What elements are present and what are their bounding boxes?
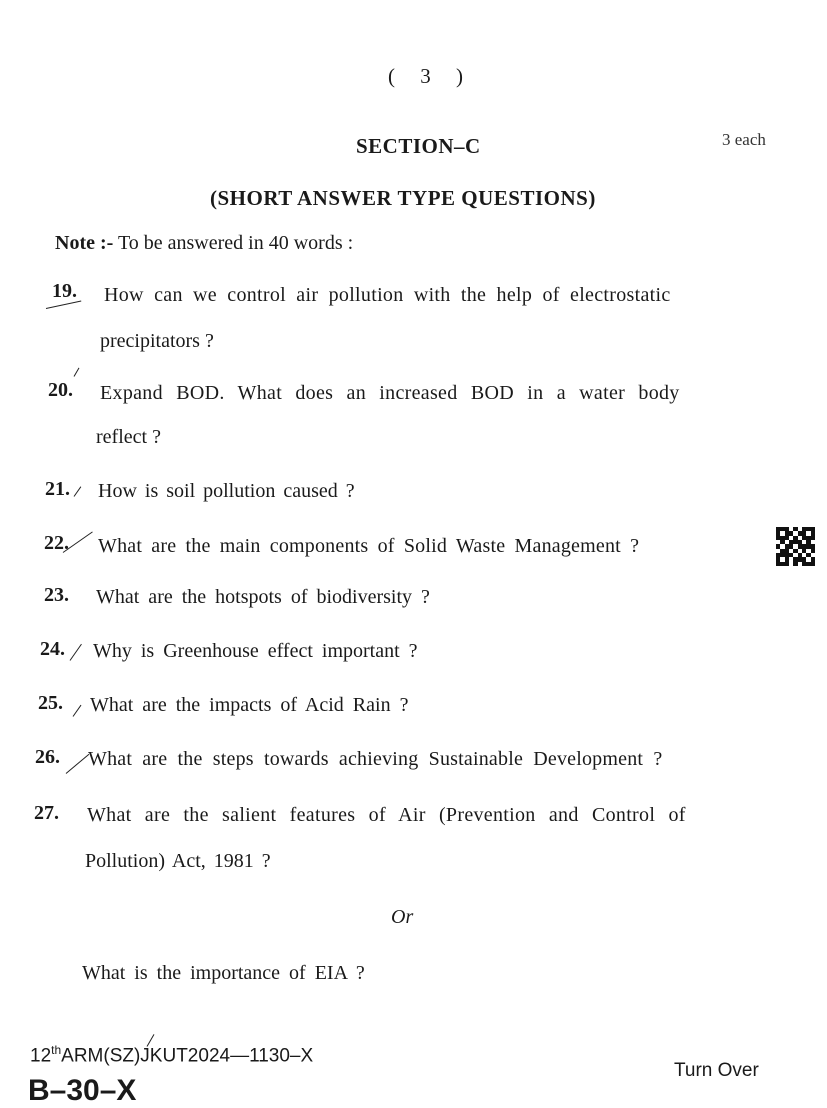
question-text: What are the steps towards achieving Sustainable Development ? [88, 748, 663, 770]
alternative-question: What is the importance of EIA ? [82, 962, 365, 984]
question-number: 25. [38, 692, 63, 714]
question-text-continued: Pollution) Act, 1981 ? [85, 850, 271, 872]
note-line [55, 232, 353, 255]
question-number: 23. [44, 584, 69, 606]
question-text: How can we control air pollution with the help of electrostatic [104, 284, 671, 306]
footer-code-line2: B–30–X [28, 1074, 137, 1107]
section-title: SECTION–C [356, 134, 481, 158]
tick-mark [66, 754, 90, 774]
question-text-continued: precipitators ? [100, 330, 214, 352]
tick-mark [70, 644, 82, 661]
note-label: Note :- [55, 232, 114, 254]
tick-mark [73, 705, 82, 717]
footer-code-sup: th [51, 1043, 62, 1057]
tick-mark [74, 368, 80, 377]
question-number: 22. [44, 532, 69, 554]
question-text: What are the salient features of Air (Prevention and Control of [87, 804, 686, 826]
turn-over-label: Turn Over [674, 1060, 759, 1081]
question-number: 19. [52, 280, 77, 302]
or-separator: Or [391, 906, 414, 928]
section-subtitle: (SHORT ANSWER TYPE QUESTIONS) [210, 186, 596, 210]
question-text: Why is Greenhouse effect important ? [93, 640, 418, 662]
question-number: 26. [35, 746, 60, 768]
question-text-continued: reflect ? [96, 426, 161, 448]
marks-note: 3 each [722, 130, 766, 149]
qr-code [776, 527, 815, 566]
question-text: What are the hotspots of biodiversity ? [96, 586, 430, 608]
question-number: 27. [34, 802, 59, 824]
question-text: How is soil pollution caused ? [98, 480, 355, 502]
question-number: 24. [40, 638, 65, 660]
question-text: What are the main components of Solid Waste Management ? [98, 535, 640, 557]
footer-code [30, 1043, 313, 1067]
question-text: Expand BOD. What does an increased BOD in a water body [100, 382, 680, 404]
page-number: ( 3 ) [388, 64, 473, 88]
footer-code-rest: ARM(SZ)JKUT2024—1130–X [61, 1045, 314, 1067]
question-text: What are the impacts of Acid Rain ? [90, 694, 409, 716]
tick-mark [74, 486, 82, 496]
note-text: To be answered in 40 words : [117, 232, 354, 254]
question-number: 21. [45, 478, 70, 500]
question-number: 20. [48, 379, 73, 401]
footer-code-prefix: 12 [30, 1045, 52, 1067]
